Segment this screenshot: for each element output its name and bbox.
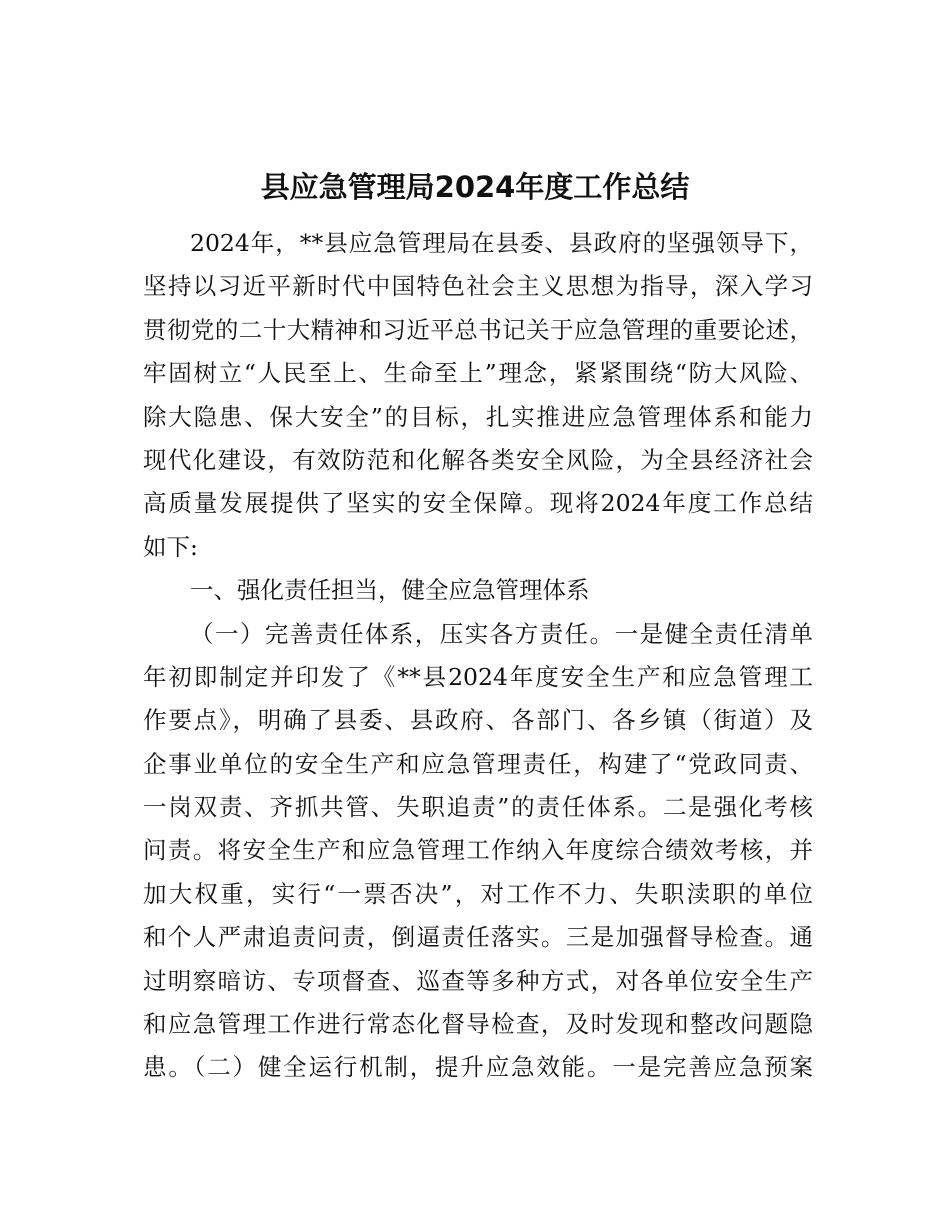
paragraph-line: 加大权重，实行“一票否决”，对工作不力、失职渎职的单位 [143,879,813,908]
paragraph-line: （一）完善责任体系，压实各方责任。一是健全责任清单 [190,619,813,648]
document-title: 县应急管理局2024年度工作总结 [260,170,690,204]
paragraph-line: 患。（二）健全运行机制，提升应急效能。一是完善应急预案 [143,1053,813,1082]
paragraph-line: 贯彻党的二十大精神和习近平总书记关于应急管理的重要论述， [143,315,813,344]
paragraph-line: 作要点》，明确了县委、县政府、各部门、各乡镇（街道）及 [143,706,813,735]
paragraph-line: 坚持以习近平新时代中国特色社会主义思想为指导，深入学习 [143,272,813,301]
paragraph-line: 企事业单位的安全生产和应急管理责任，构建了“党政同责、 [143,749,813,778]
paragraph-line: 问责。将安全生产和应急管理工作纳入年度综合绩效考核，并 [143,836,813,865]
section-paragraph [143,613,813,1090]
paragraph-line: 过明察暗访、专项督查、巡查等多种方式，对各单位安全生产 [143,966,813,995]
paragraph-line: 牢固树立“人民至上、生命至上”理念，紧紧围绕“防大风险、 [143,359,813,388]
section-heading: 一、强化责任担当，健全应急管理体系 [190,576,590,605]
paragraph-line: 2024年，**县应急管理局在县委、县政府的坚强领导下， [190,229,813,257]
paragraph-line: 和应急管理工作进行常态化督导检查，及时发现和整改问题隐 [143,1010,813,1039]
paragraph-line: 一岗双责、齐抓共管、失职追责”的责任体系。二是强化考核 [143,793,813,822]
paragraph-line: 和个人严肃追责问责，倒逼责任落实。三是加强督导检查。通 [143,923,813,952]
paragraph-line: 如下: [143,532,198,561]
paragraph-line: 现代化建设，有效防范和化解各类安全风险，为全县经济社会 [143,445,813,474]
intro-paragraph [143,222,813,569]
paragraph-line: 高质量发展提供了坚实的安全保障。现将2024年度工作总结 [143,489,813,518]
paragraph-line: 除大隐患、保大安全”的目标，扎实推进应急管理体系和能力 [143,402,813,431]
paragraph-line: 年初即制定并印发了《**县2024年度安全生产和应急管理工 [143,662,813,691]
document-body [143,222,813,1090]
